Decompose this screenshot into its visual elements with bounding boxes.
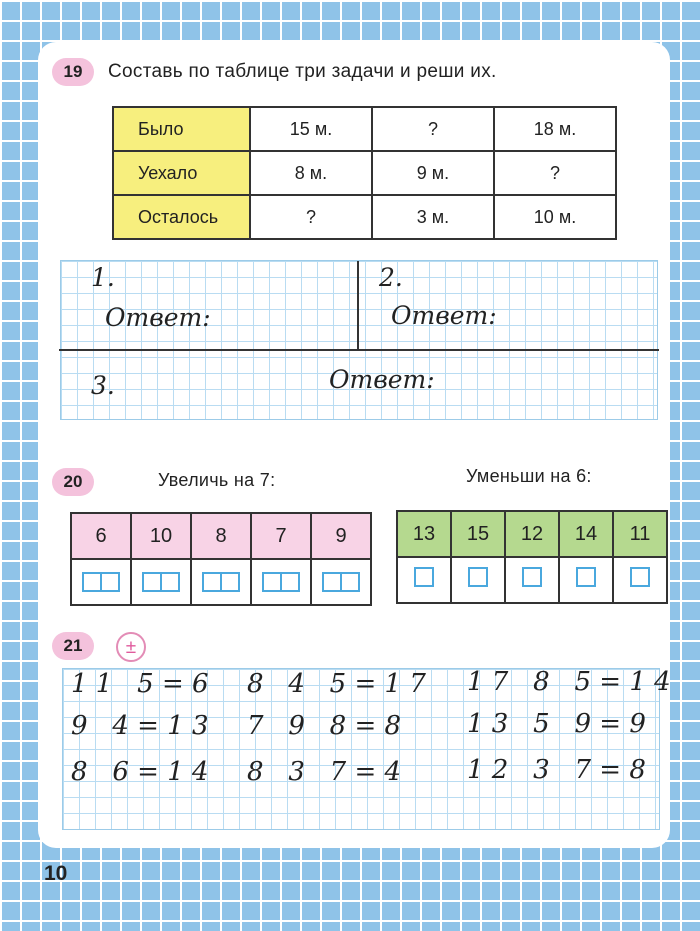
exercise-number: 20 — [63, 472, 83, 491]
equation: 8 4 5 = 1 7 — [247, 669, 426, 699]
table-row — [113, 107, 616, 151]
answer-grid[interactable] — [60, 260, 658, 420]
table-cell: ? — [372, 107, 494, 151]
table-row — [71, 513, 371, 559]
exercise-21-badge — [52, 632, 94, 660]
table-cell: 9 м. — [372, 151, 494, 195]
table-row — [71, 559, 371, 605]
equation: 1 2 3 7 = 8 — [467, 755, 646, 785]
equation: 9 4 = 1 3 — [71, 711, 209, 741]
table-cell: 15 м. — [250, 107, 372, 151]
workbook-page — [38, 42, 670, 848]
table-row — [397, 557, 667, 603]
table-cell: 10 — [131, 513, 191, 559]
answer-label: Ответ: — [105, 303, 211, 332]
table-row — [113, 151, 616, 195]
table-cell: ? — [494, 151, 616, 195]
equation: 8 3 7 = 4 — [247, 757, 402, 787]
table-row — [113, 195, 616, 239]
answer-cell[interactable] — [613, 557, 667, 603]
answer-cell[interactable] — [131, 559, 191, 605]
table-cell: 13 — [397, 511, 451, 557]
table-cell: 10 м. — [494, 195, 616, 239]
equation: 1 1 5 = 6 — [71, 669, 209, 699]
row-label: Уехало — [113, 151, 250, 195]
answer-cell[interactable] — [251, 559, 311, 605]
answer-cell[interactable] — [71, 559, 131, 605]
exercise-number: 19 — [63, 62, 83, 81]
increase-label: Увеличь на 7: — [158, 470, 276, 490]
table-cell: 9 — [311, 513, 371, 559]
answer-cell[interactable] — [191, 559, 251, 605]
decrease-table — [396, 510, 668, 604]
task-number: 1. — [91, 263, 115, 292]
table-cell: 15 — [451, 511, 505, 557]
table-cell: 8 — [191, 513, 251, 559]
page-number: 10 — [44, 862, 68, 885]
increase-table — [70, 512, 372, 606]
answer-cell[interactable] — [311, 559, 371, 605]
answer-cell[interactable] — [559, 557, 613, 603]
table-cell: 8 м. — [250, 151, 372, 195]
table-cell: 12 — [505, 511, 559, 557]
exercise-19-badge — [52, 58, 94, 86]
row-label: Было — [113, 107, 250, 151]
plus-minus-icon: ± — [116, 632, 146, 662]
exercise-number: 21 — [63, 636, 83, 655]
answer-cell[interactable] — [451, 557, 505, 603]
equation: 1 3 5 9 = 9 — [467, 709, 646, 739]
decrease-label: Уменьши на 6: — [466, 466, 592, 486]
answer-cell[interactable] — [505, 557, 559, 603]
answer-label: Ответ: — [391, 301, 497, 330]
equation: 1 7 8 5 = 1 4 — [467, 667, 671, 697]
equation: 7 9 8 = 8 — [247, 711, 402, 741]
table-cell: 6 — [71, 513, 131, 559]
equations-grid[interactable] — [62, 667, 671, 830]
table-cell: 3 м. — [372, 195, 494, 239]
table-cell: 11 — [613, 511, 667, 557]
table-cell: 18 м. — [494, 107, 616, 151]
table-row — [397, 511, 667, 557]
answer-cell[interactable] — [397, 557, 451, 603]
row-label: Осталось — [113, 195, 250, 239]
exercise-20-badge — [52, 468, 94, 496]
table-cell: 7 — [251, 513, 311, 559]
divider — [59, 349, 659, 351]
table-cell: 14 — [559, 511, 613, 557]
task-number: 2. — [379, 263, 403, 292]
answer-label: Ответ: — [329, 365, 435, 394]
equation: 8 6 = 1 4 — [71, 757, 209, 787]
exercise-19-table — [112, 106, 617, 240]
table-cell: ? — [250, 195, 372, 239]
divider — [357, 261, 359, 351]
exercise-19-title: Составь по таблице три задачи и реши их. — [108, 61, 497, 82]
task-number: 3. — [91, 371, 115, 400]
